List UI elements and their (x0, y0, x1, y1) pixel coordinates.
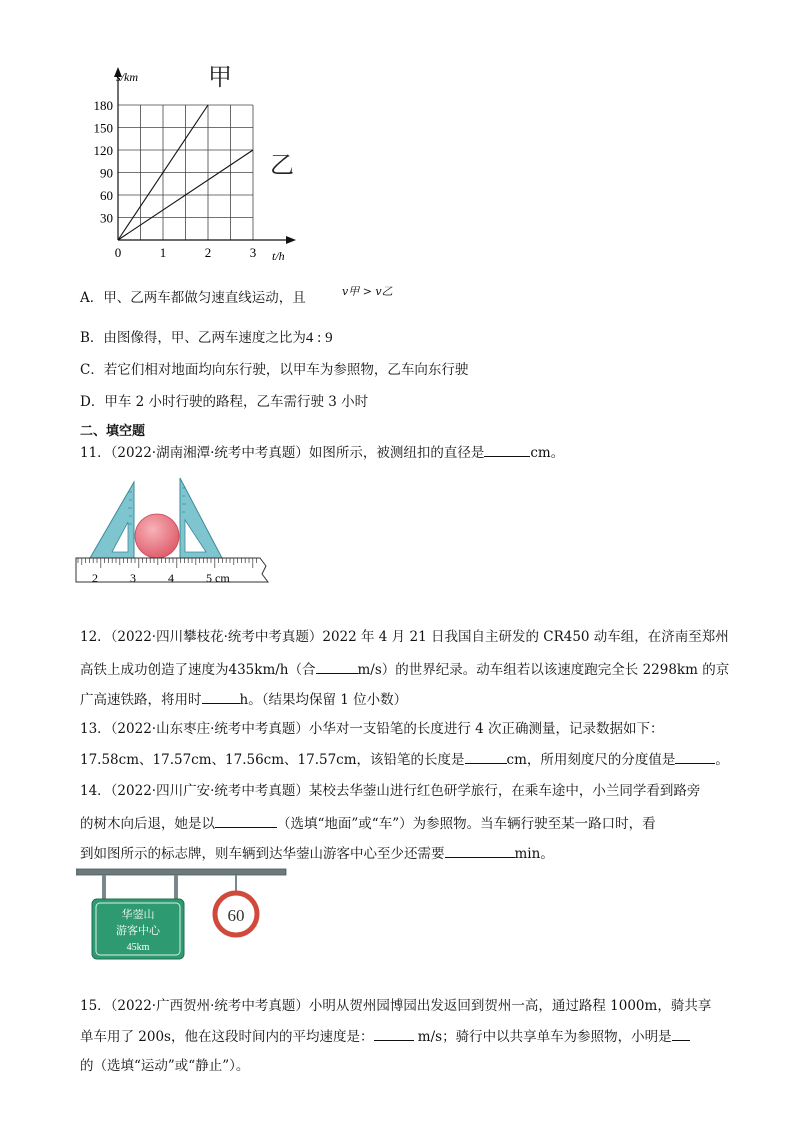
q14-text-3a: 到如图所示的标志牌，则车辆到达华蓥山游客中心至少还需要 (80, 846, 445, 862)
question-12-line-1: 12．（2022·四川攀枝花·统考中考真题）2022 年 4 月 21 日我国自主研发的 CR450 动车组，在济南至郑州 (80, 629, 729, 645)
question-13-line-2 (80, 749, 729, 770)
s-t-chart (70, 55, 310, 270)
x-axis-label: t/h (272, 249, 285, 263)
question-11 (80, 442, 564, 463)
q14-answer-blank-1[interactable] (215, 813, 277, 828)
x-axis-arrow (286, 236, 296, 244)
q13-text-2a: 17.58cm、17.57cm、17.56cm、17.57cm，该铅笔的长度是 (80, 752, 465, 768)
ruler-label-5cm: 5 cm (206, 571, 230, 585)
q12-answer-blank-2[interactable] (202, 689, 240, 704)
sign-hanger-right (174, 875, 178, 901)
x-tick-label: 0 (114, 245, 122, 260)
option-a-text: A．甲、乙两车都做匀速直线运动，且 (80, 290, 306, 306)
y-tick-label: 120 (93, 143, 113, 158)
chart-labels (94, 65, 295, 263)
sign-text-line-3: 45km (126, 942, 150, 953)
series-label-yi: 乙 (270, 153, 294, 179)
q15-answer-blank-1[interactable] (374, 1026, 414, 1041)
option-d (80, 392, 368, 412)
question-13-line-1: 13．（2022·山东枣庄·统考中考真题）小华对一支铅笔的长度进行 4 次正确测量，记录数据如下： (80, 721, 664, 737)
button-circle (135, 514, 179, 558)
option-b-text: B．由图像得，甲、乙两车速度之比为 (80, 330, 306, 346)
chart-grid (118, 105, 253, 240)
q13-answer-blank-2[interactable] (675, 749, 715, 764)
sign-crossbar (76, 869, 286, 875)
speed-limit-value: 60 (227, 906, 245, 925)
series-label-jia: 甲 (208, 65, 232, 91)
q14-text-2b: （选填“地面”或“车”）为参照物。当车辆行驶至某一路口时，看 (277, 816, 656, 832)
option-b (80, 328, 333, 348)
question-15-line-3: 的（选填“运动”或“静止”）。 (80, 1058, 250, 1074)
question-14-line-3 (80, 843, 554, 864)
ruler-label-4: 4 (168, 571, 174, 585)
button-measurement-figure (72, 470, 282, 595)
q15-answer-blank-2[interactable] (672, 1026, 690, 1041)
y-tick-label: 180 (93, 98, 113, 113)
sign-text-line-1: 华蓥山 (121, 909, 155, 921)
q14-text-2a: 的树木向后退，她是以 (80, 816, 215, 832)
x-tick-label: 3 (249, 245, 257, 260)
road-sign-figure (76, 866, 288, 966)
question-12-line-2 (80, 659, 729, 680)
ruler-label-3: 3 (130, 571, 136, 585)
y-tick-label: 90 (100, 165, 113, 181)
q12-answer-blank-1[interactable] (316, 659, 358, 674)
q12-text-3a: 广高速铁路，将用时 (80, 692, 202, 708)
question-14-line-2 (80, 813, 656, 834)
q14-text-3b: min。 (514, 846, 554, 862)
option-a-formula: v甲 > v乙 (342, 285, 393, 298)
q13-text-2c: 。 (715, 752, 729, 768)
x-tick-label: 2 (204, 245, 212, 260)
sign-hanger-left (102, 875, 106, 901)
y-tick-label: 150 (93, 120, 113, 136)
q14-answer-blank-2[interactable] (445, 843, 515, 858)
option-c (80, 360, 468, 380)
q13-answer-blank-1[interactable] (465, 749, 507, 764)
option-d-text: D．甲车 2 小时行驶的路程，乙车需行驶 3 小时 (80, 394, 369, 410)
y-tick-label: 60 (100, 188, 113, 203)
x-tick-label: 1 (159, 245, 167, 260)
sign-text-line-2: 游客中心 (116, 925, 160, 937)
y-axis-label: s/km (116, 70, 138, 84)
q15-text-2a: 单车用了 200s，他在这段时间内的平均速度是： (80, 1029, 374, 1045)
q12-text-2a: 高铁上成功创造了速度为435km/h（合 (80, 662, 316, 678)
section-title: 二、填空题 (80, 424, 146, 439)
q11-text: 11．（2022·湖南湘潭·统考中考真题）如图所示，被测纽扣的直径是 (80, 445, 485, 461)
q11-unit: cm。 (530, 445, 565, 461)
question-14-line-1: 14．（2022·四川广安·统考中考真题）某校去华蓥山进行红色研学旅行，在乘车途中，小兰同学看到路旁 (80, 783, 701, 799)
q11-answer-blank[interactable] (484, 442, 530, 457)
option-c-text: C．若它们相对地面均向东行驶，以甲车为参照物，乙车向东行驶 (80, 362, 469, 378)
q15-text-2b: m/s；骑行中以共享单车为参照物，小明是 (413, 1029, 672, 1045)
ruler-label-2: 2 (92, 571, 98, 585)
question-12-line-3 (80, 689, 407, 710)
q13-text-2b: cm，所用刻度尺的分度值是 (506, 752, 676, 768)
question-15-line-1: 15．（2022·广西贺州·统考中考真题）小明从贺州园博园出发返回到贺州一高，通过路程 1000m，骑共享 (80, 998, 712, 1014)
option-a (80, 288, 306, 308)
question-15-line-2 (80, 1026, 690, 1047)
y-tick-label: 30 (100, 210, 113, 226)
option-b-ratio: 4 : 9 (305, 330, 333, 346)
q12-text-2b: m/s）的世界纪录。动车组若以该速度跑完全长 2298km 的京 (357, 662, 730, 678)
q12-text-3b: h。（结果均保留 1 位小数） (239, 692, 408, 708)
